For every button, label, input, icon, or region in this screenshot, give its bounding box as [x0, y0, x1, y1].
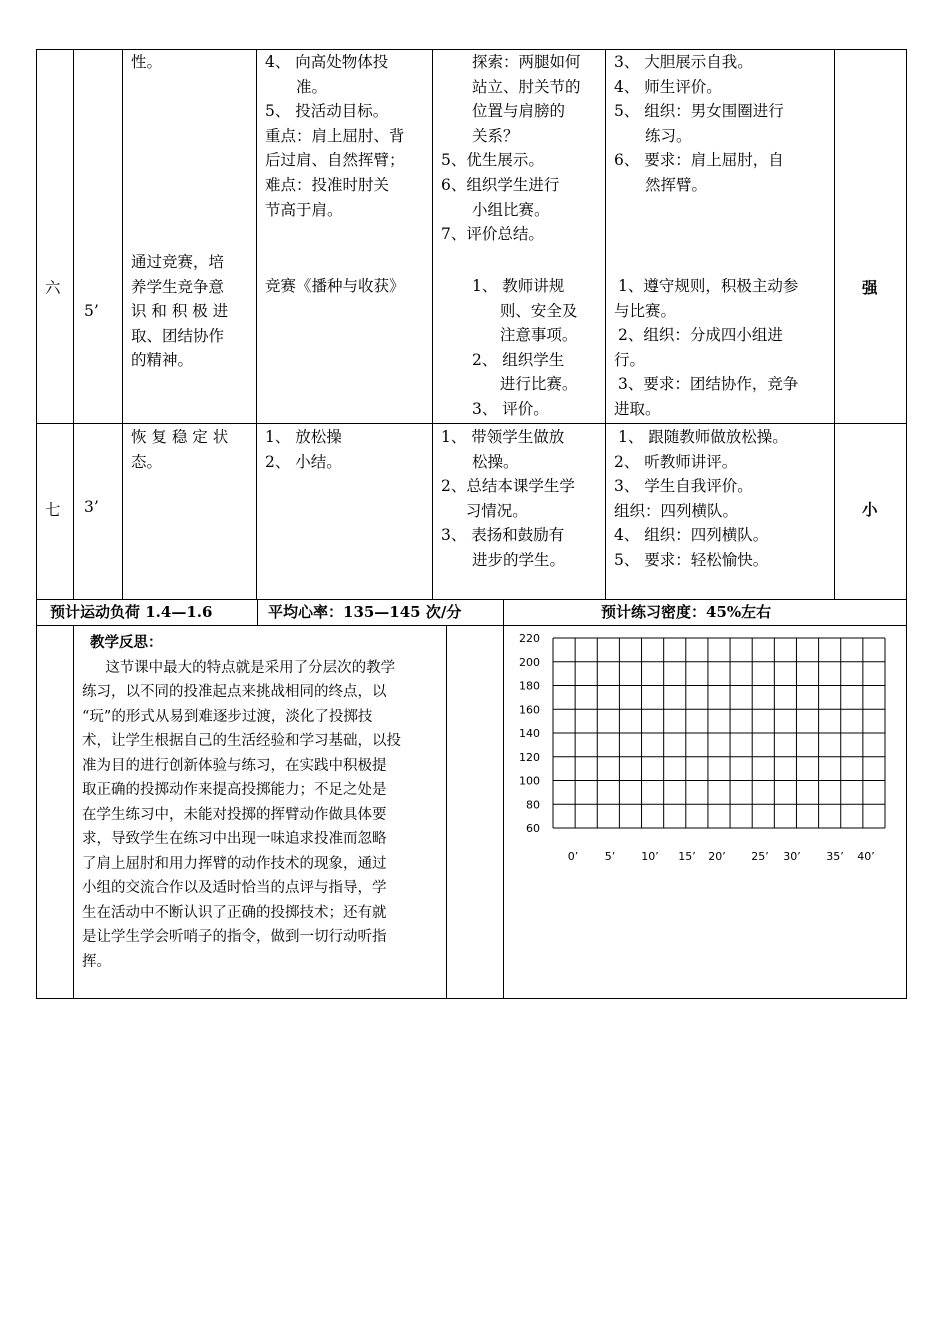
row-six-teacher-bottom: 1、 教师讲规 则、安全及 注意事项。 2、 组织学生 进行比赛。 3、 评价。	[472, 277, 578, 418]
summary-divider-1	[257, 599, 258, 626]
col-line-4	[432, 49, 433, 600]
teaching-reflection: 教学反思： 这节课中最大的特点就是采用了分层次的教学 练习，以不同的投准起点来挑战相同的终点，以 “玩”的形式从易到难逐步过渡，淡化了投掷技 术，让学生根据自己的生活经验和学习基础，以投 准为目的进行创新体验与练习，在实践中积极提 取正确的投掷动作来提高投掷能力；不足之处是 在学生练习中，未能对投掷的挥臂动作做具体要 求，导致学生在练习中出现一味追求投准而忽略 了肩上屈肘和用力挥臂的动作技术的现象，通过 小组的交流合作以及适时恰当的点评与指导，学 生在活动中不断认识了正确的投掷技术；还有就 是让学生学会听哨子的指令，做到一切行动听指 挥。	[82, 631, 444, 974]
reflection-col-line-1	[73, 625, 74, 999]
y-tick-label: 160	[519, 703, 540, 717]
x-tick-label: 20’	[708, 850, 726, 863]
x-tick-label: 25’	[751, 850, 769, 863]
chart-y-ticks	[519, 632, 540, 835]
col-line-3	[256, 49, 257, 600]
reflection-col-line-2	[446, 625, 447, 999]
reflection-title: 教学反思：	[90, 634, 163, 651]
col-line-6	[834, 49, 835, 600]
row-six-intensity: 强	[862, 278, 878, 297]
x-tick-label: 35’	[826, 850, 844, 863]
exercise-load: 预计运动负荷 1.4—1.6	[50, 603, 213, 621]
x-tick-label: 40’	[857, 850, 875, 863]
col-line-1	[73, 49, 74, 600]
row-six-teacher-top: 探索：两腿如何 站立、肘关节的 位置与肩膀的 关系？ 5、优生展示。 6、组织学生进行 小组比赛。 7、评价总结。	[441, 53, 581, 244]
chart-grid	[553, 638, 885, 828]
col-line-2	[122, 49, 123, 600]
x-tick-label: 10’	[641, 850, 659, 863]
row-six-goal-top: 性。	[131, 53, 163, 71]
row-seven-teacher: 1、 带领学生做放 松操。 2、总结本课学生学 习情况。 3、 表扬和鼓励有 进步的学生。	[441, 428, 575, 569]
average-heart-rate: 平均心率：135—145 次/分	[268, 603, 462, 621]
reflection-col-line-3	[503, 625, 504, 999]
row-six-goal-bottom: 通过竞赛，培 养学生竞争意 识 和 积 极 进 取、团结协作 的精神。	[131, 253, 229, 370]
x-tick-label: 15’	[678, 850, 696, 863]
row-six-content-top: 4、 向高处物体投 准。 5、 投活动目标。 重点：肩上屈肘、背 后过肩、自然挥臂； 难点：投准时肘关 节高于肩。	[265, 53, 405, 219]
row-seven-content: 1、 放松操 2、 小结。	[265, 428, 342, 471]
y-tick-label: 60	[526, 822, 540, 835]
row-seven-number: 七	[45, 501, 61, 519]
row-six-student-bottom: 1、遵守规则，积极主动参 与比赛。 2、组织：分成四小组进 行。 3、要求：团结协作，竞争 进取。	[614, 277, 799, 418]
chart-x-ticks	[568, 850, 875, 863]
y-tick-label: 140	[519, 727, 540, 740]
y-tick-label: 80	[526, 798, 540, 812]
y-tick-label: 120	[519, 750, 540, 764]
row-six-number: 六	[45, 279, 61, 297]
row-seven-student: 1、 跟随教师做放松操。 2、 听教师讲评。 3、 学生自我评价。 组织：四列横队。 4、 组织：四列横队。 5、 要求：轻松愉快。	[614, 428, 788, 569]
practice-density: 预计练习密度：45%左右	[601, 603, 772, 621]
y-tick-label: 200	[519, 655, 540, 669]
row-seven-goal: 恢 复 稳 定 状 态。	[131, 428, 229, 471]
row-seven-time: 3’	[84, 498, 99, 516]
col-line-5	[605, 49, 606, 600]
y-tick-label: 180	[519, 679, 540, 693]
summary-top-border	[36, 599, 907, 600]
x-tick-label: 5’	[604, 850, 616, 863]
table-left-border	[36, 49, 37, 999]
x-tick-label: 0’	[567, 850, 579, 863]
table-bottom-border	[36, 998, 907, 999]
row-seven-intensity: 小	[862, 500, 878, 519]
y-tick-label: 220	[519, 632, 540, 645]
row-divider-six-seven	[36, 423, 907, 424]
y-tick-label: 100	[519, 774, 540, 788]
summary-bottom-border	[36, 625, 907, 626]
table-right-border	[906, 49, 907, 999]
summary-divider-2	[503, 599, 504, 626]
row-six-student-top: 3、 大胆展示自我。 4、 师生评价。 5、 组织：男女围圈进行 练习。 6、 要求：肩上屈肘，自 然挥臂。	[614, 53, 784, 194]
row-six-time: 5’	[84, 302, 99, 320]
row-six-content-bottom: 竞赛《播种与收获》	[265, 277, 405, 295]
x-tick-label: 30’	[783, 850, 801, 863]
heart-rate-chart	[510, 630, 900, 870]
